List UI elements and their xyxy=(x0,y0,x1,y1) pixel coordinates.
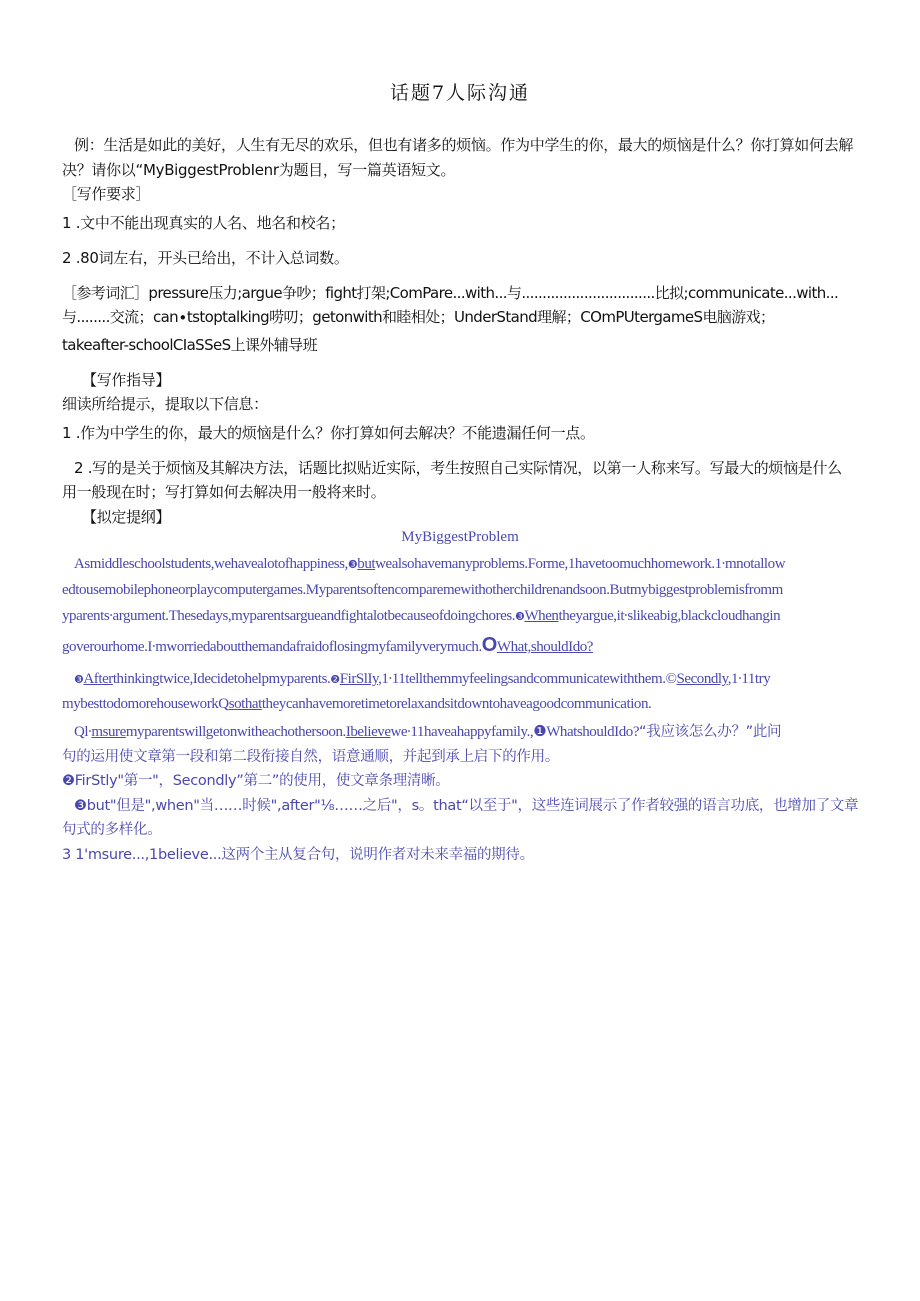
essay-p3-line-2: 句的运用使文章第一段和第二段衔接自然，语意通顺，并起到承上启下的作用。 xyxy=(62,749,559,765)
marker-3: ❸ xyxy=(74,674,84,686)
guide-intro: 细读所给提示，提取以下信息： xyxy=(62,395,268,413)
marker-2: ❷ xyxy=(330,674,340,686)
requirements-heading: ［写作要求］ xyxy=(62,185,151,203)
prompt-line-1: 例：生活是如此的美好，人生有无尽的欢乐，但也有诸多的烦恼。作为中学生的你，最大的烦恼是什么？你打算如何去解 xyxy=(74,136,854,154)
note-4: 3 1'msure...,1believe...这两个主从复合句，说明作者对未来幸福的期待。 xyxy=(62,847,534,863)
prompt-line-2: 决？请你以“MyBiggestProbIenr为题目，写一篇英语短文。 xyxy=(62,161,456,179)
requirement-item-1: 1 .文中不能出现真实的人名、地名和校名； xyxy=(62,214,345,232)
marker-3: ❸ xyxy=(515,611,525,623)
essay-p1-line-3: yparents∙argument.Thesedays,myparentsargueandfightalotbecauseofdoingchores.❸Whentheyargue,it∙slikeabig,blackcloudhangin xyxy=(62,608,781,624)
note-3-line-2: 句式的多样化。 xyxy=(62,822,162,838)
guide-item-2-line-2: 用一般现在时；写打算如何去解决用一般将来时。 xyxy=(62,483,386,501)
marker-3: ❸ xyxy=(347,559,358,571)
essay-p1-line-1: Asmiddleschoolstudents,wehavealotofhappiness,❸butwealsohavemanyproblems.Forme,1havetoomuchhomework.1∙mnotallow xyxy=(74,556,786,572)
page-title: 话题7人际沟通 xyxy=(389,82,531,104)
note-2: ❷FirStly"第一"，Secondly”第二”的使用，使文章条理清晰。 xyxy=(62,773,450,789)
marker-o: O xyxy=(481,634,497,656)
vocab-line-2: 与........交流；can∙tstoptalking唠叨；getonwith和睦相处；UnderStand理解；COmPUtergameS电脑游戏； xyxy=(62,308,775,326)
vocab-line-1: ［参考词汇］pressure压力;argue争吵；fight打架;ComPare...with...与................................比拟;communicate...with... xyxy=(62,284,839,302)
essay-title: MyBiggestProblem xyxy=(401,529,519,545)
essay-p2-line-2: mybesttodomorehouseworkQsothattheycanhavemoretimetorelaxandsitdowntohaveagoodcommunication. xyxy=(62,696,652,712)
requirement-item-2: 2 .80词左右，开头已给出，不计入总词数。 xyxy=(62,249,349,267)
essay-p1-line-2: edtousemobilephoneorplaycomputergames.Myparentsoftencomparemewithotherchildrenandsoon.Butmybiggestproblemisfromm xyxy=(62,582,783,598)
vocab-line-3: takeafter-schoolCIaSSeS上课外辅导班 xyxy=(62,336,317,354)
guide-item-2-line-1: 2 .写的是关于烦恼及其解决方法，话题比拟贴近实际，考生按照自己实际情况，以第一人称来写。写最大的烦恼是什么 xyxy=(74,459,842,477)
note-3-line-1: ❸but"但是",when"当……时候",after"⅛……之后"，s。that“以至于"，这些连词展示了作者较强的语言功底，也增加了文章 xyxy=(74,798,859,814)
outline-heading: 【拟定提纲】 xyxy=(82,508,171,526)
guide-heading: 【写作指导】 xyxy=(82,371,171,389)
essay-p2-line-1: ❸Afterthinkingtwice,Idecidetohelpmyparents.❷FirSlIy,1∙11tellthemmyfeelingsandcommunicatewiththem.©Secondly,1∙11try xyxy=(74,671,771,687)
essay-p3-line-1: Ql∙msuremyparentswillgetonwitheachothersoon.Ibelievewe∙11haveahappyfamily.,❶WhatshouldIdo?“我应该怎么办？”此问 xyxy=(74,724,782,740)
essay-p1-line-4: goverourhome.I∙mworriedaboutthemandafraidoflosingmyfamilyverymuch.OWhat,shouldIdo? xyxy=(62,634,594,656)
guide-item-1: 1 .作为中学生的你，最大的烦恼是什么？你打算如何去解决？不能遗漏任何一点。 xyxy=(62,424,595,442)
